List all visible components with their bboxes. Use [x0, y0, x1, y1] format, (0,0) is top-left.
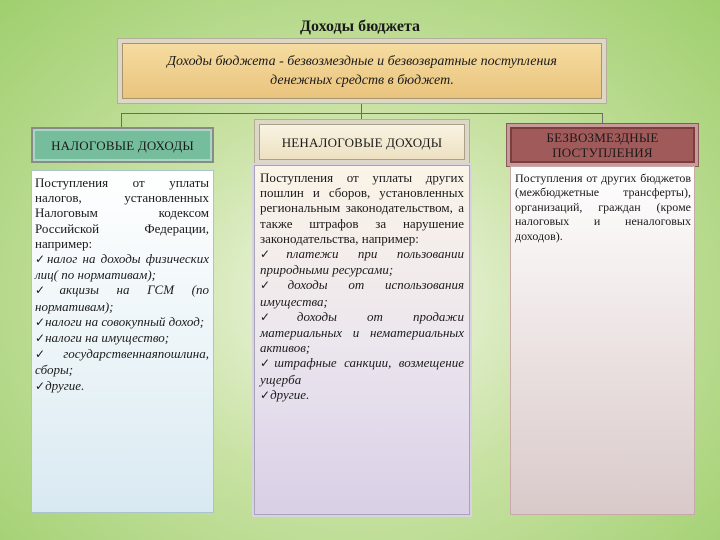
nontax-revenue-body	[254, 165, 470, 515]
check-icon: ✓	[35, 283, 60, 298]
list-item: ✓налоги на совокупный доход;	[35, 313, 205, 329]
list-item: ✓платежи при пользовании природными ресурсами;	[260, 246, 464, 278]
gratuitous-receipts-body	[510, 166, 695, 515]
connector-center	[361, 113, 362, 119]
check-icon: ✓	[35, 347, 64, 362]
check-icon: ✓	[35, 252, 47, 267]
check-icon: ✓	[260, 278, 288, 293]
check-icon: ✓	[260, 387, 271, 402]
list-item: ✓другие.	[35, 377, 85, 393]
definition-text: Доходы бюджета - безвозмездные и безвозвратные поступления денежных средств в бюджет.	[167, 54, 557, 88]
tax-revenue-body	[31, 170, 214, 513]
connector-bar	[121, 113, 603, 114]
definition-box	[122, 43, 602, 99]
list-item: ✓акцизы на ГСМ (по нормативам);	[35, 282, 209, 314]
check-icon: ✓	[35, 331, 46, 346]
check-icon: ✓	[260, 356, 275, 371]
gratuitous-receipts-header	[510, 127, 695, 163]
nontax-revenue-intro: Поступления от уплаты других пошлин и сборов, установленных региональным законодательством, а также штрафов за нарушение законодательства, например:	[260, 170, 464, 246]
tax-revenue-intro: Поступления от уплаты налогов, установленных Налоговым кодексом Российской Федерации, например:	[35, 175, 209, 251]
check-icon: ✓	[35, 314, 46, 329]
connector-left	[121, 113, 122, 127]
list-item: ✓доходы от использования имущества;	[260, 277, 464, 309]
check-icon: ✓	[35, 378, 46, 393]
gratuitous-receipts-intro: Поступления от других бюджетов (межбюджетные трансферты), организаций, граждан (кроме налоговых и неналоговых доходов).	[515, 171, 691, 243]
nontax-revenue-header	[259, 124, 465, 160]
list-item: ✓налоги на имущество;	[35, 330, 170, 346]
page-title: Доходы бюджета	[299, 18, 421, 35]
list-item: ✓другие.	[260, 386, 310, 402]
tax-revenue-header	[31, 127, 214, 163]
check-icon: ✓	[260, 247, 287, 262]
gratuitous-receipts-header-text: БЕЗВОЗМЕЗДНЫЕ ПОСТУПЛЕНИЯ	[546, 130, 659, 160]
list-item: ✓штрафные санкции, возмещение ущерба	[260, 355, 464, 387]
tax-revenue-header-text: НАЛОГОВЫЕ ДОХОДЫ	[51, 137, 194, 153]
nontax-revenue-header-text: НЕНАЛОГОВЫЕ ДОХОДЫ	[281, 134, 443, 150]
list-item: ✓государственнаяпошлина, сборы;	[35, 346, 209, 378]
connector-right	[602, 113, 603, 127]
check-icon: ✓	[260, 309, 297, 324]
list-item: ✓доходы от продажи материальных и нематериальных активов;	[260, 308, 464, 356]
list-item: ✓налог на доходы физических лиц( по нормативам);	[35, 251, 209, 283]
